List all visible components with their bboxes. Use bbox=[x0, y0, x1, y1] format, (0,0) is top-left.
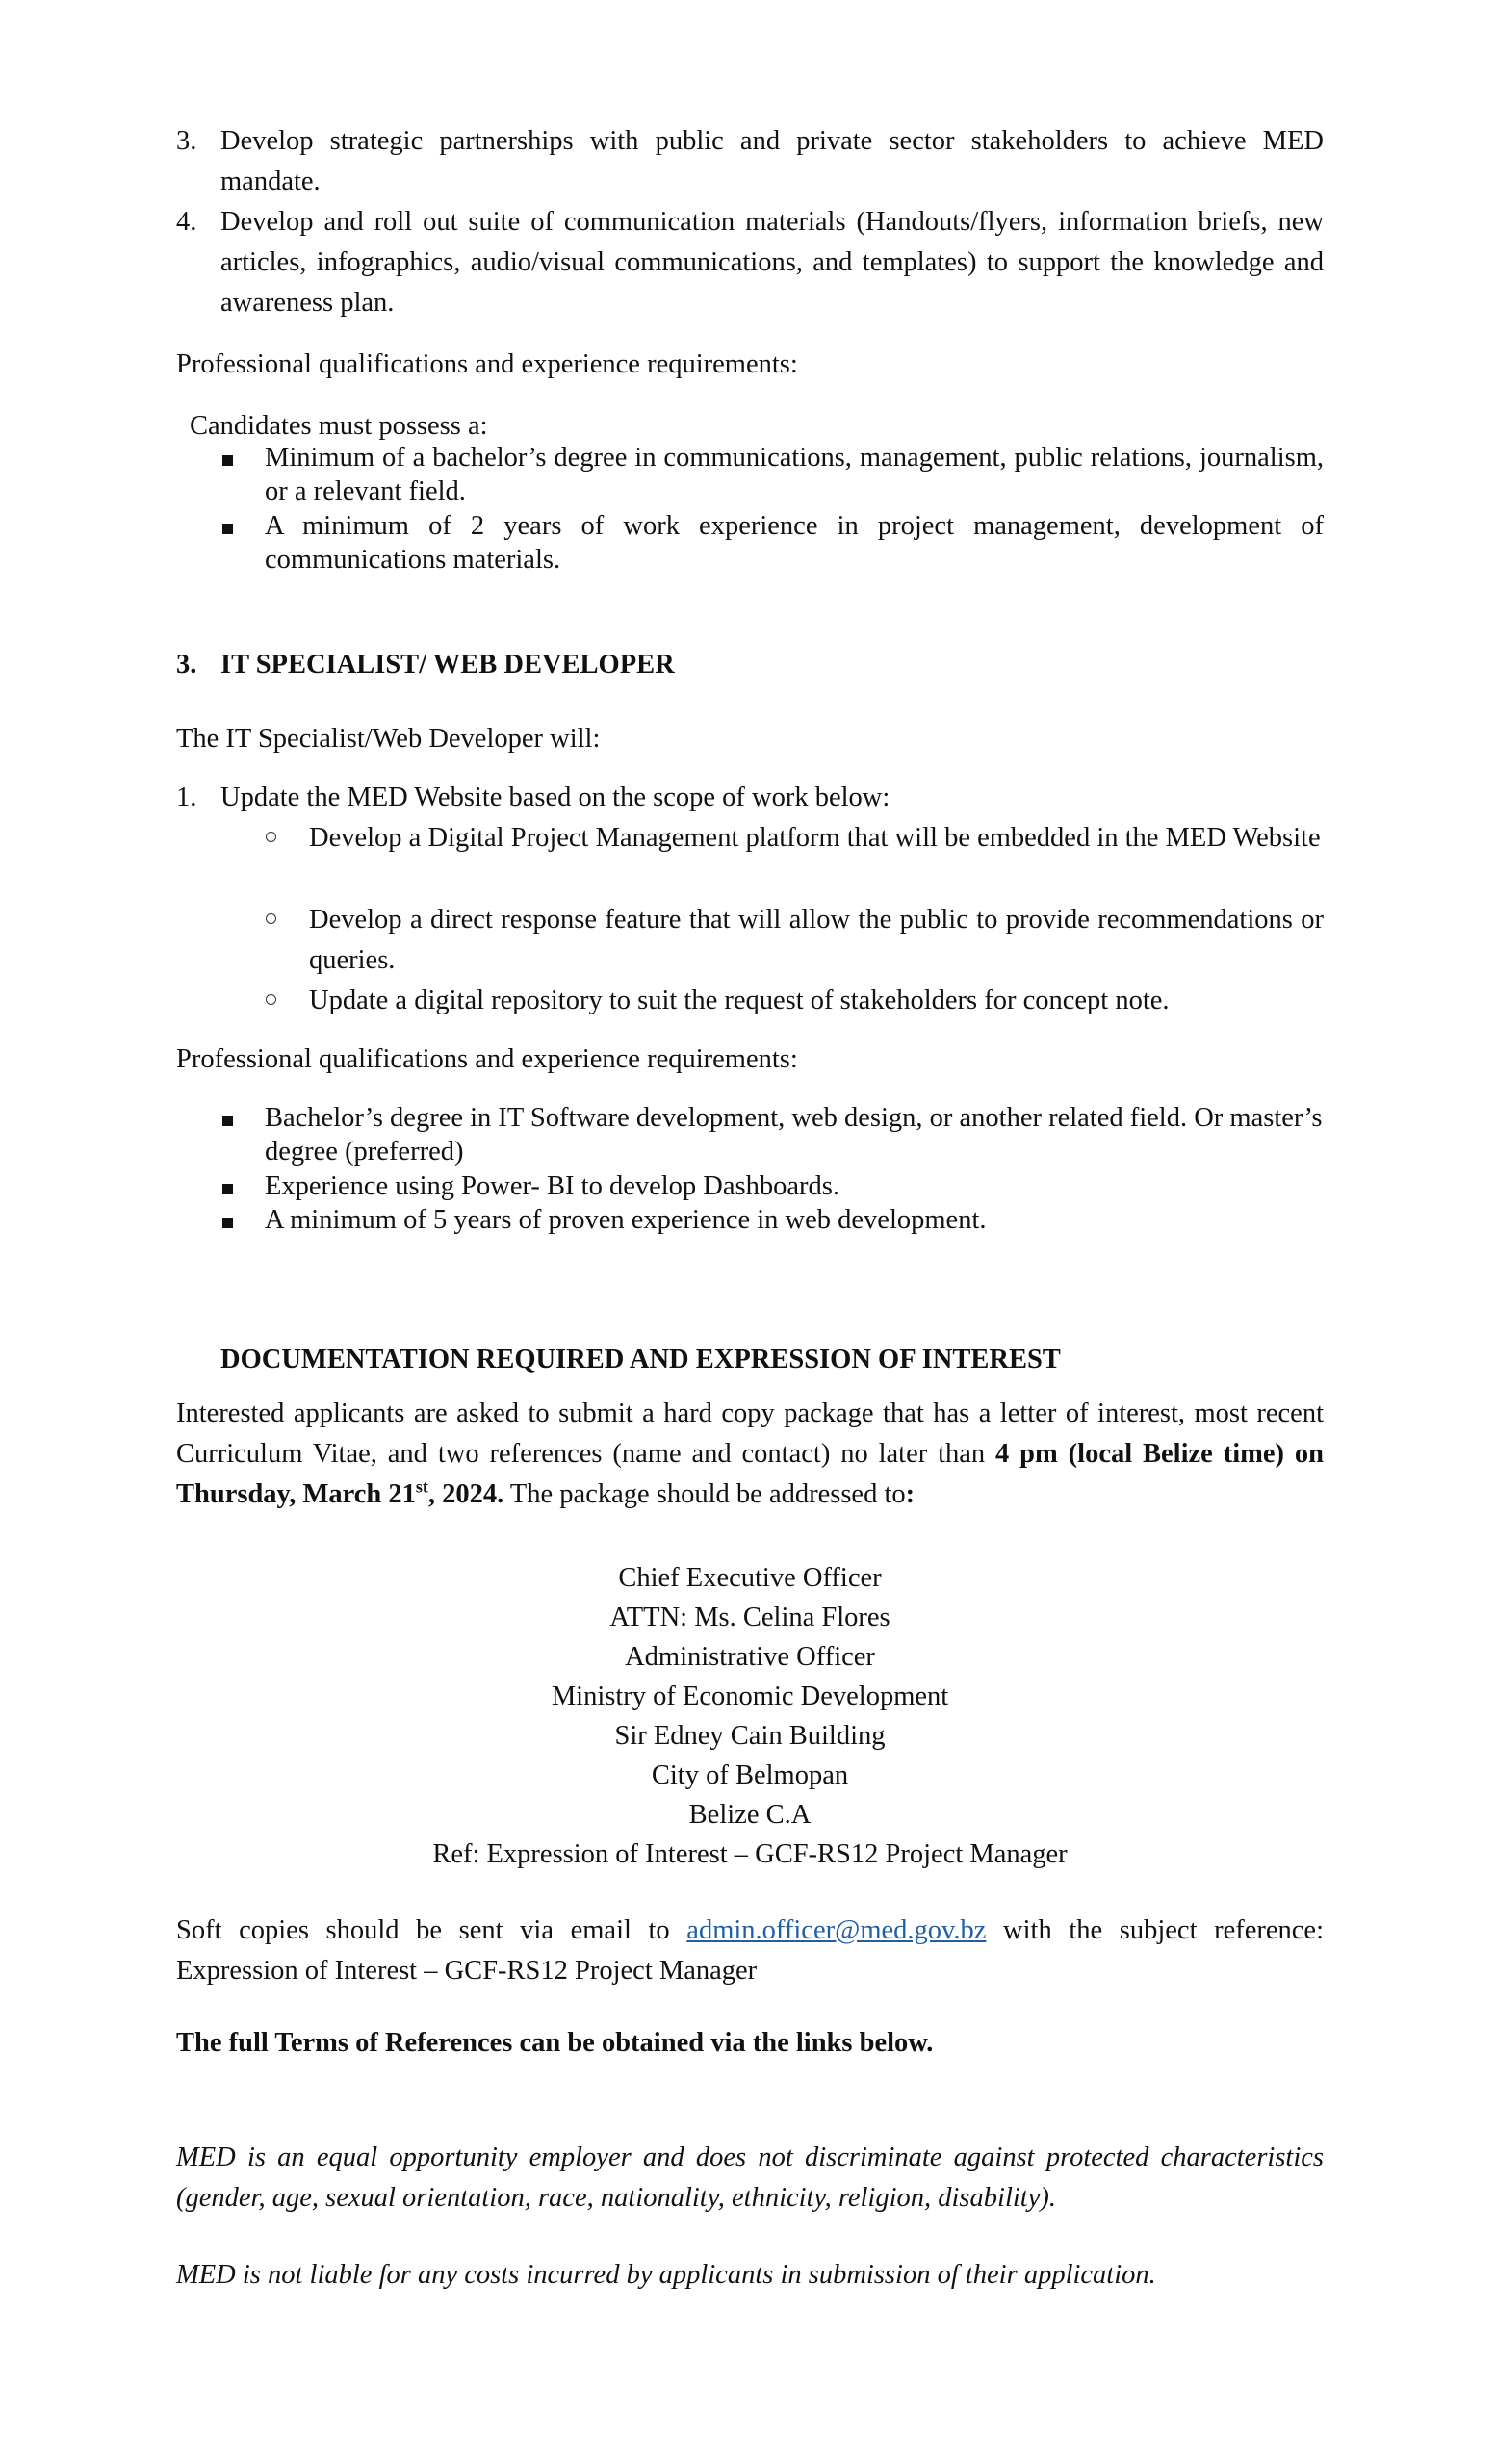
liability-statement: MED is not liable for any costs incurred by applicants in submission of their application. bbox=[176, 2260, 1156, 2290]
square-bullet-icon bbox=[222, 1116, 233, 1126]
equal-opportunity-statement: MED is an equal opportunity employer and does not discriminate against protected characteristics (gender, age, sexual orientation, race, nationality, ethnicity, religion, disability). bbox=[176, 2143, 1324, 2213]
bullet-text: Minimum of a bachelor’s degree in communications, management, public relations, journalism, or a relevant field. bbox=[265, 443, 1324, 506]
soft-copies-text: Soft copies should be sent via email to bbox=[176, 1915, 687, 1945]
address-line: Ref: Expression of Interest – GCF-RS12 Project Manager bbox=[432, 1839, 1068, 1869]
address-line: Belize C.A bbox=[688, 1800, 812, 1830]
it-section-heading bbox=[176, 645, 1324, 685]
bullet-text: Experience using Power- BI to develop Dashboards. bbox=[265, 1171, 839, 1201]
list-number: 3. bbox=[176, 126, 197, 156]
it-intro: The IT Specialist/Web Developer will: bbox=[176, 724, 601, 754]
sub-item-text: Develop a direct response feature that will allow the public to provide recommendations or queries. bbox=[309, 905, 1324, 975]
terms-of-reference-note: The full Terms of References can be obtained via the links below. bbox=[176, 2028, 934, 2058]
address-line: Chief Executive Officer bbox=[618, 1563, 882, 1593]
list-text: Develop strategic partnerships with public and private sector stakeholders to achieve MED mandate. bbox=[220, 126, 1324, 196]
circle-bullet-icon bbox=[266, 913, 276, 924]
address-line: Sir Edney Cain Building bbox=[614, 1721, 886, 1751]
it-qualifications-heading: Professional qualifications and experience requirements: bbox=[176, 1044, 798, 1074]
list-text: Develop and roll out suite of communication materials (Handouts/flyers, information briefs, new articles, infographics, audio/visual communications, and templates) to support the knowledge and awareness plan. bbox=[220, 207, 1324, 318]
sub-item-text: Develop a Digital Project Management platform that will be embedded in the MED Website bbox=[309, 823, 1321, 853]
square-bullet-icon bbox=[222, 455, 233, 466]
pm-list-item-4 bbox=[176, 202, 1324, 323]
circle-bullet-icon bbox=[266, 832, 276, 842]
bullet-text: A minimum of 2 years of work experience in project management, development of communications materials. bbox=[265, 511, 1324, 575]
it-sub-item-3 bbox=[264, 981, 1324, 1021]
paragraph-colon: : bbox=[905, 1479, 916, 1509]
it-list-item-1 bbox=[176, 778, 1324, 818]
bullet-text: A minimum of 5 years of proven experience in web development. bbox=[265, 1205, 987, 1235]
bullet-text: Bachelor’s degree in IT Software development, web design, or another related field. Or master’s degree (preferred) bbox=[265, 1103, 1323, 1167]
section-number: 3. bbox=[176, 650, 197, 680]
deadline-ordinal: st bbox=[415, 1476, 428, 1497]
section-title: IT SPECIALIST/ WEB DEVELOPER bbox=[220, 650, 675, 680]
list-number: 4. bbox=[176, 207, 197, 237]
documentation-heading: DOCUMENTATION REQUIRED AND EXPRESSION OF INTEREST bbox=[220, 1345, 1061, 1374]
mailing-address bbox=[176, 1558, 1324, 1874]
list-number: 1. bbox=[176, 783, 197, 812]
paragraph-text: Interested applicants are asked to submit a hard copy package that has a letter of interest, most recent Curriculum Vitae, and two references (name and contact) no later than bbox=[176, 1399, 1324, 1469]
sub-item-text: Update a digital repository to suit the request of stakeholders for concept note. bbox=[309, 986, 1170, 1015]
square-bullet-icon bbox=[222, 1218, 233, 1228]
pm-candidates-intro: Candidates must possess a: bbox=[190, 411, 488, 441]
it-sub-item-1 bbox=[264, 818, 1324, 859]
address-line: Ministry of Economic Development bbox=[551, 1681, 949, 1711]
it-sub-item-2 bbox=[264, 900, 1324, 981]
pm-bullet-2 bbox=[219, 509, 1324, 577]
deadline-year: , 2024. bbox=[427, 1479, 504, 1509]
pm-qualifications-heading: Professional qualifications and experience requirements: bbox=[176, 349, 798, 379]
deadline-text: 4 pm (local Belize time) on Thursday, March 21 bbox=[176, 1439, 1324, 1509]
it-bullet-3 bbox=[219, 1203, 1324, 1237]
paragraph-text-end: The package should be addressed to bbox=[503, 1479, 906, 1509]
square-bullet-icon bbox=[222, 524, 233, 534]
documentation-paragraph bbox=[176, 1394, 1324, 1515]
email-link[interactable]: admin.officer@med.gov.bz bbox=[686, 1915, 987, 1945]
soft-copies-text-end: with the subject reference: Expression of Interest – GCF-RS12 Project Manager bbox=[176, 1915, 1324, 1986]
pm-list-item-3 bbox=[176, 121, 1324, 202]
it-bullet-1 bbox=[219, 1101, 1324, 1168]
address-line: Administrative Officer bbox=[625, 1642, 875, 1672]
circle-bullet-icon bbox=[266, 994, 276, 1005]
pm-bullet-1 bbox=[219, 441, 1324, 508]
list-text: Update the MED Website based on the scope of work below: bbox=[220, 783, 890, 812]
it-bullet-2 bbox=[219, 1169, 1324, 1203]
soft-copies-paragraph bbox=[176, 1911, 1324, 1991]
address-line: City of Belmopan bbox=[651, 1760, 849, 1790]
address-line: ATTN: Ms. Celina Flores bbox=[609, 1603, 890, 1632]
square-bullet-icon bbox=[222, 1184, 233, 1194]
